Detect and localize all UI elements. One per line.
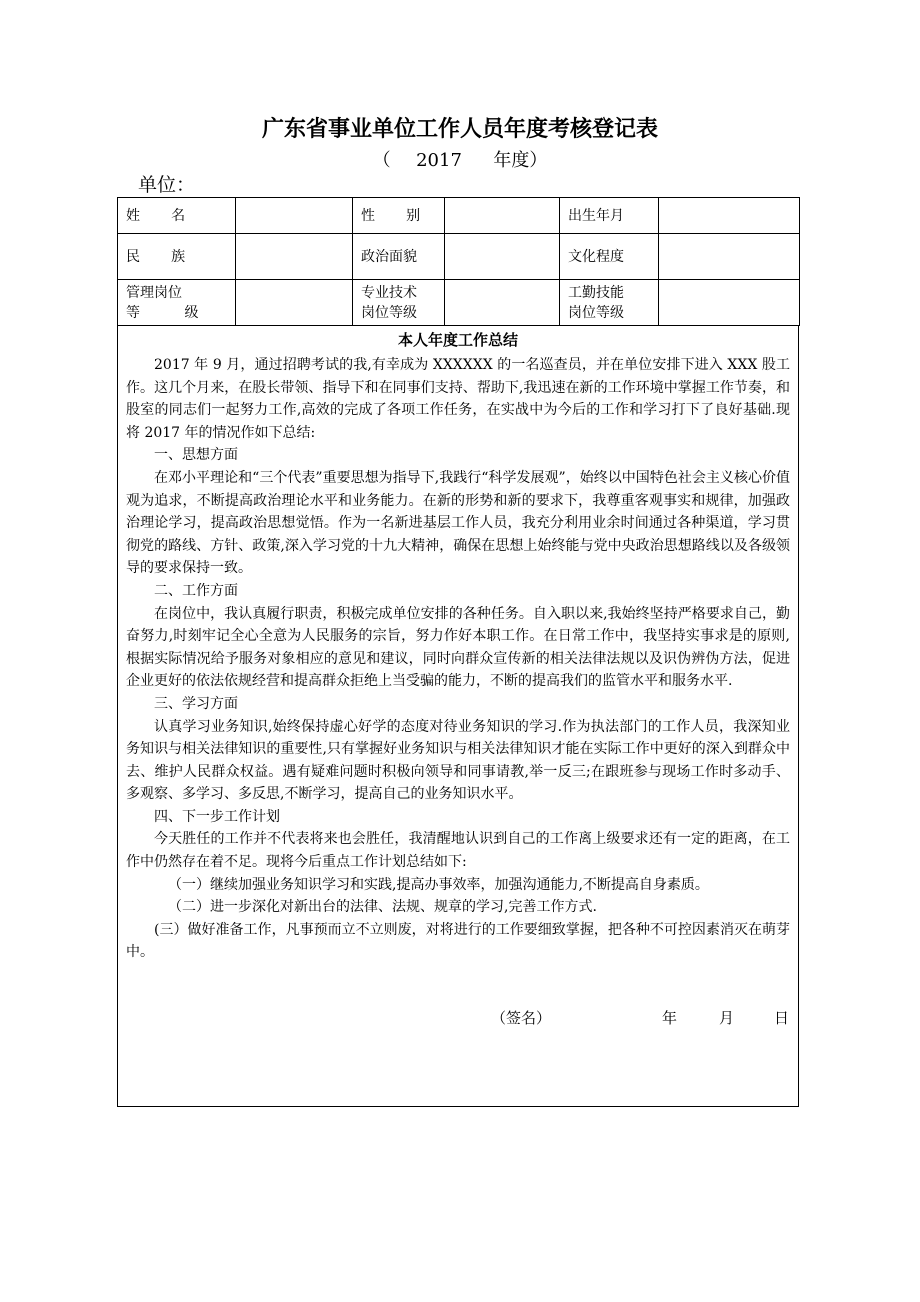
info-table (117, 197, 800, 326)
summary-paragraph: 2017 年 9 月，通过招聘考试的我,有幸成为 XXXXXX 的一名巡查员，并在单位安排下进入 XXX 股工作。这几个月来，在股长带领、指导下和在同事们支持、帮助下,我迅速在新的工作环境中掌握工作节奏，和股室的同志们一起努力工作,高效的完成了各项工作任务，在实战中为今后的工作和学习打下了良好基础.现将 2017 年的情况作如下总结: (126, 357, 790, 441)
year-close: 年度） (493, 150, 548, 171)
year-line (0, 146, 920, 172)
summary-paragraph: 在邓小平理论和“三个代表”重要思想为指导下,我践行“科学发展观”，始终以中国特色社会主义核心价值观为追求，不断提高政治理论水平和业务能力。在新的形势和新的要求下，我尊重客观事实和规律，加强政治理论学习，提高政治思想觉悟。作为一名新进基层工作人员，我充分利用业余时间通过各种渠道，学习贯彻党的路线、方针、政策,深入学习党的十九大精神，确保在思想上始终能与党中央政治思想路线以及各级领导的要求保持一致。 (126, 469, 790, 577)
education-value-cell[interactable] (659, 234, 800, 280)
mgmt-label (118, 280, 236, 326)
tech-label-line2: 岗位等级 (361, 304, 417, 321)
gender-label: 性 别 (353, 198, 445, 234)
signature-label: （签名） (491, 1009, 552, 1027)
tech-label-line1: 专业技术 (361, 284, 417, 301)
summary-paragraph: 在岗位中，我认真履行职责，积极完成单位安排的各种任务。自入职以来,我始终坚持严格要求自己，勤奋努力,时刻牢记全心全意为人民服务的宗旨，努力作好本职工作。在日常工作中，我坚持实事求是的原则,根据实际情况给予服务对象相应的意见和建议，同时向群众宣传新的相关法律法规以及识伪辨伪方法，促进企业更好的依法依规经营和提高群众拒绝上当受骗的能力，不断的提高我们的监管水平和服务水平. (126, 605, 790, 690)
day-field-label: 日 (774, 1009, 790, 1027)
summary-paragraph: 认真学习业务知识,始终保持虚心好学的态度对待业务知识的学习.作为执法部门的工作人员，我深知业务知识与相关法律知识的重要性,只有掌握好业务知识与相关法律知识才能在实际工作中更好的深入到群众中去、维护人民群众权益。遇有疑难问题时积极向领导和同事请教,举一反三;在跟班参与现场工作时多动手、多观察、多学习、多反思,不断学习，提高自己的业务知识水平。 (126, 718, 790, 803)
mgmt-label-line2: 等 级 (126, 304, 199, 321)
month-field-label: 月 (719, 1009, 735, 1027)
education-label: 文化程度 (560, 234, 659, 280)
name-value-cell[interactable] (236, 198, 353, 234)
skill-label-line1: 工勤技能 (568, 284, 624, 301)
mgmt-label-line1: 管理岗位 (126, 284, 182, 301)
name-label: 姓 名 (118, 198, 236, 234)
document-title: 广东省事业单位工作人员年度考核登记表 (261, 116, 658, 142)
year-field-label: 年 (662, 1009, 678, 1027)
birth-value-cell[interactable] (659, 198, 800, 234)
plan-item: (三）做好准备工作，凡事预而立不立则废，对将进行的工作要细致掌握，把各种不可控因素消灭在萌芽中。 (126, 921, 790, 961)
political-value-cell[interactable] (445, 234, 560, 280)
plan-item: （二）进一步深化对新出台的法律、法规、规章的学习,完善工作方式. (168, 899, 597, 916)
plan-item: （一）继续加强业务知识学习和实践,提高办事效率，加强沟通能力,不断提高自身素质。 (168, 876, 709, 893)
mgmt-value-cell[interactable] (236, 280, 353, 326)
unit-label: 单位： (138, 174, 196, 196)
birth-label: 出生年月 (560, 198, 659, 234)
political-label: 政治面貌 (353, 234, 445, 280)
skill-label-line2: 岗位等级 (568, 304, 624, 321)
section-heading: 四、下一步工作计划 (154, 808, 280, 825)
section-heading: 二、工作方面 (154, 582, 238, 599)
section-heading: 三、学习方面 (154, 695, 238, 712)
summary-paragraph: 今天胜任的工作并不代表将来也会胜任，我清醒地认识到自己的工作离上级要求还有一定的距离，在工作中仍然存在着不足。现将今后重点工作计划总结如下: (126, 831, 790, 871)
gender-value-cell[interactable] (445, 198, 560, 234)
year-open: （ (372, 150, 391, 171)
ethnic-label: 民 族 (118, 234, 236, 280)
skill-label (560, 280, 659, 326)
summary-body (118, 354, 798, 964)
tech-value-cell[interactable] (445, 280, 560, 326)
tech-label (353, 280, 445, 326)
summary-section (117, 325, 799, 1107)
year-value: 2017 (416, 150, 462, 171)
summary-title: 本人年度工作总结 (397, 331, 518, 349)
skill-value-cell[interactable] (659, 280, 800, 326)
section-heading: 一、思想方面 (154, 447, 238, 464)
ethnic-value-cell[interactable] (236, 234, 353, 280)
